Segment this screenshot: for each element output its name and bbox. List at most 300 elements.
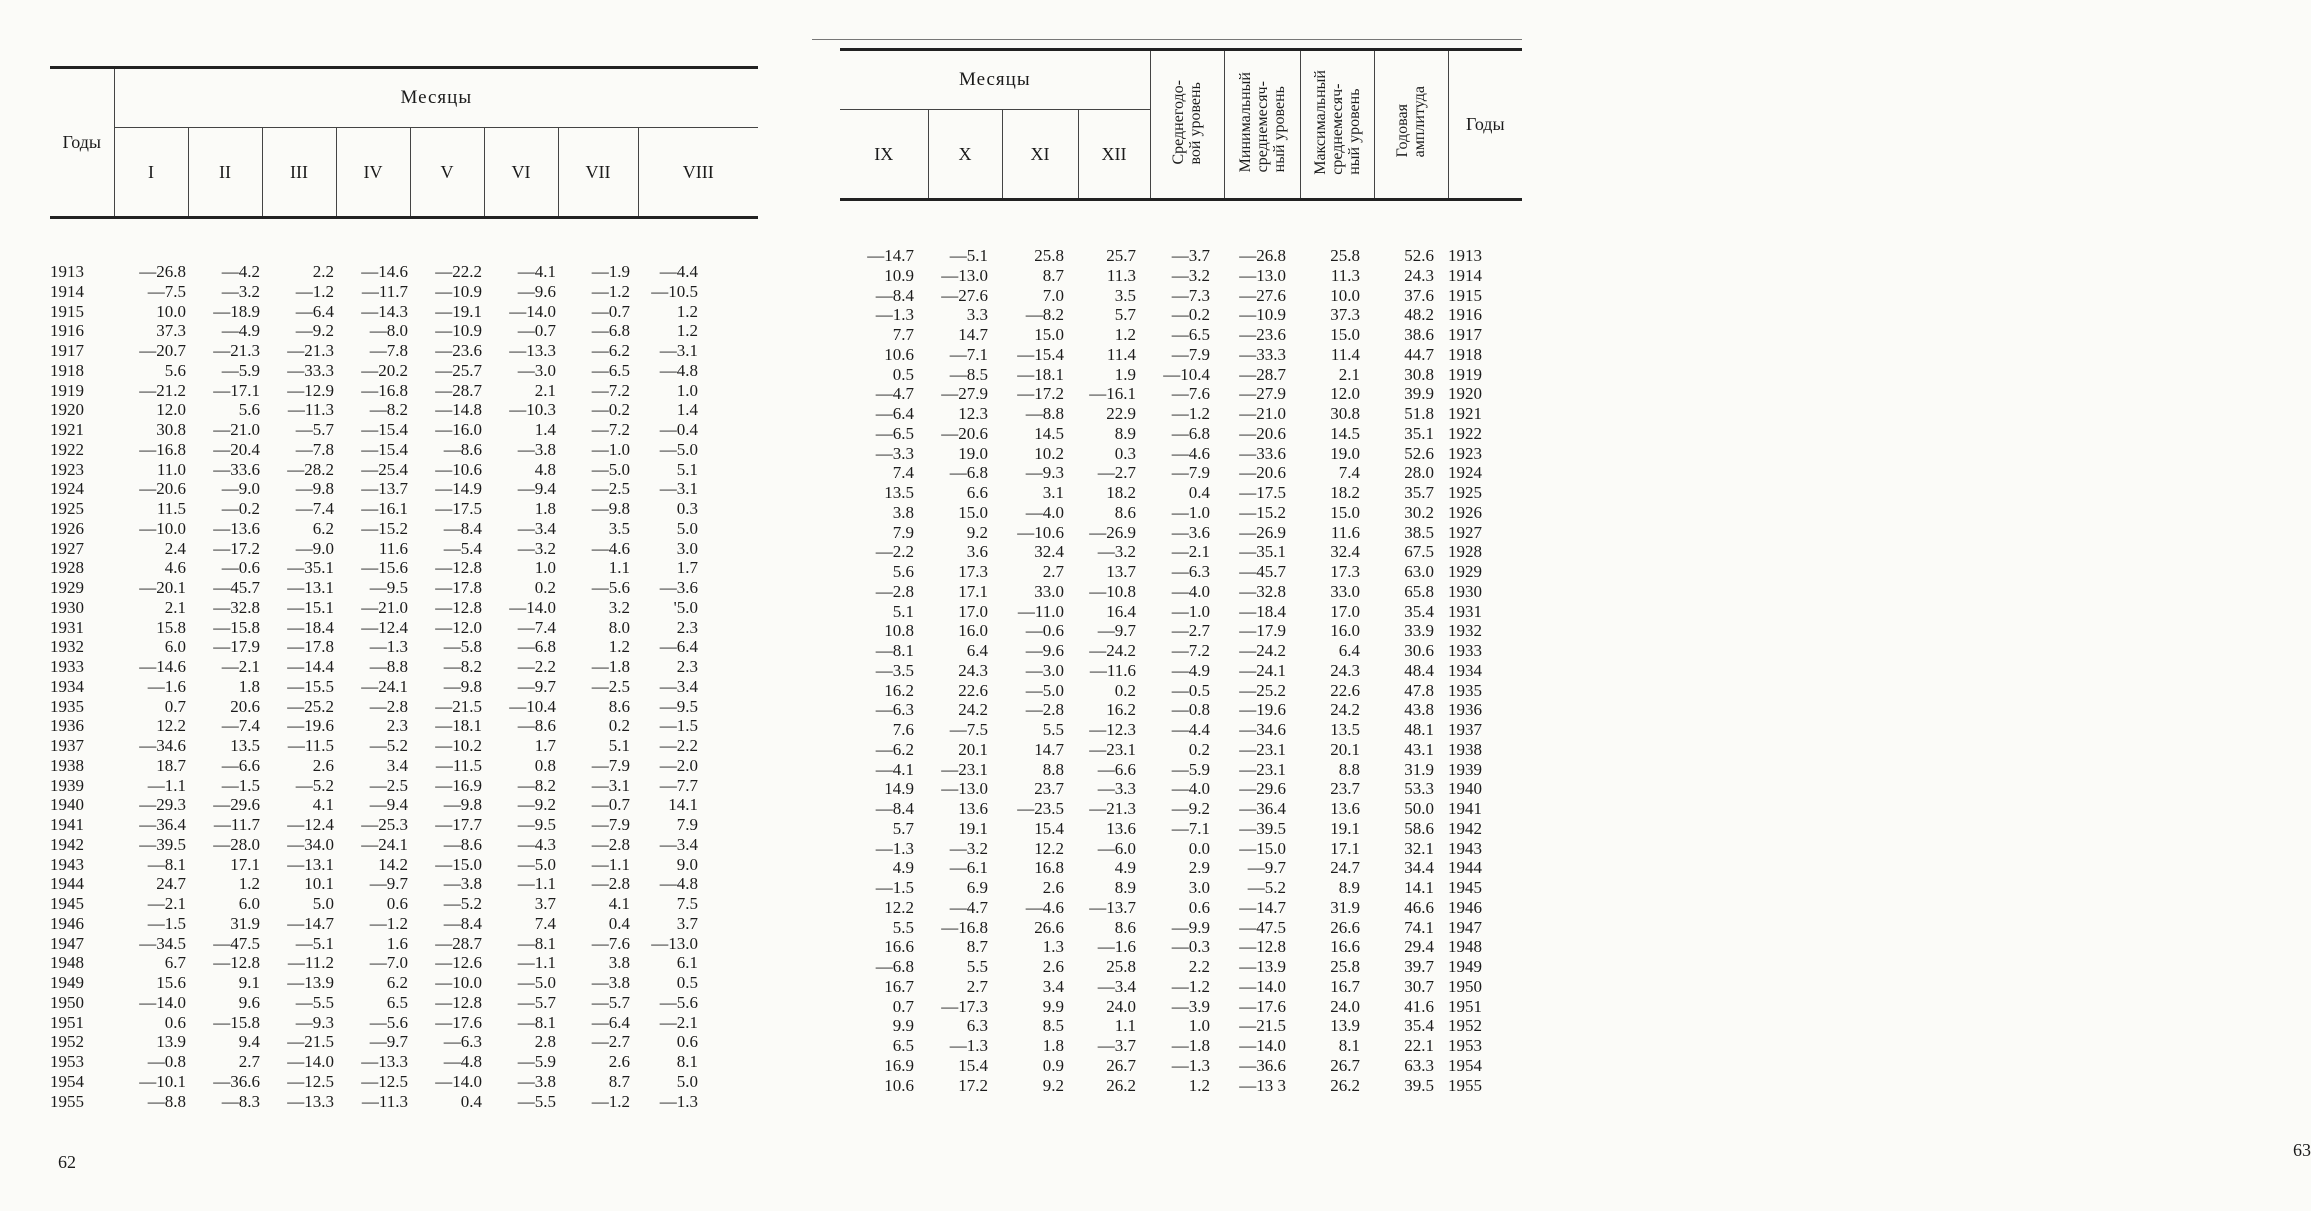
value-cell: —5.9 <box>221 360 260 380</box>
value-cell: —2.5 <box>591 479 630 499</box>
value-cell: —10.6 <box>435 459 482 479</box>
value-cell: —18.4 <box>1239 601 1286 621</box>
month-header-VI: VI <box>484 128 558 218</box>
table-row <box>840 740 1516 760</box>
value-cell: 13.5 <box>230 736 260 755</box>
value-cell: 1.9 <box>1114 364 1136 384</box>
value-cell: —9.8 <box>443 676 482 696</box>
value-cell: 10.0 <box>1330 285 1360 305</box>
value-cell: —7.5 <box>949 720 988 739</box>
value-cell: 9.6 <box>238 992 260 1012</box>
value-cell: —34.5 <box>139 933 186 953</box>
table-row <box>840 858 1516 878</box>
value-cell: —18.1 <box>435 716 482 736</box>
value-cell: —4.7 <box>949 897 988 917</box>
value-cell: 15.0 <box>1330 325 1360 344</box>
value-cell: 3.4 <box>386 755 408 775</box>
value-cell: 8.9 <box>1338 878 1360 897</box>
table-row <box>840 246 1516 266</box>
value-cell: 1.1 <box>608 558 630 578</box>
table-row <box>840 661 1516 681</box>
value-cell: 48.4 <box>1404 660 1434 680</box>
value-cell: —8.8 <box>147 1091 186 1111</box>
value-cell: —33.6 <box>1239 443 1286 463</box>
value-cell: 6.9 <box>966 878 988 897</box>
value-cell: 1.3 <box>1042 937 1064 957</box>
table-row <box>50 894 698 914</box>
value-cell: 67.5 <box>1404 542 1434 562</box>
value-cell: —25.7 <box>435 360 482 380</box>
amplitude-header: Годовая амплитуда <box>1374 50 1448 200</box>
value-cell: —11.3 <box>361 1091 408 1111</box>
value-cell: 16.0 <box>958 621 988 641</box>
value-cell: —33.6 <box>213 459 260 479</box>
value-cell: —9.3 <box>295 1012 334 1032</box>
value-cell: 1.2 <box>1114 325 1136 344</box>
year-cell: 1915 <box>50 301 84 321</box>
value-cell: —27.6 <box>1239 285 1286 305</box>
value-cell: 22.9 <box>1106 404 1136 423</box>
year-cell: 1930 <box>1448 581 1482 601</box>
value-cell: 5.5 <box>966 957 988 976</box>
value-cell: 14.1 <box>668 795 698 815</box>
value-cell: 58.6 <box>1404 818 1434 838</box>
year-cell: 1934 <box>50 676 84 696</box>
value-cell: —1.9 <box>591 262 630 281</box>
year-cell: 1940 <box>50 795 84 815</box>
value-cell: —19.1 <box>435 301 482 321</box>
value-cell: 14.5 <box>1034 423 1064 443</box>
value-cell: —1.5 <box>659 716 698 736</box>
table-row <box>50 321 698 341</box>
value-cell: —5.2 <box>443 894 482 913</box>
value-cell: 2.7 <box>966 976 988 996</box>
value-cell: 7.7 <box>892 325 914 344</box>
value-cell: —5.6 <box>659 992 698 1012</box>
year-cell: 1945 <box>50 894 84 913</box>
year-cell: 1926 <box>50 518 84 538</box>
value-cell: —3.7 <box>1171 246 1210 265</box>
value-cell: —14.4 <box>287 657 334 676</box>
value-cell: 10.8 <box>884 621 914 641</box>
value-cell: —4.4 <box>1171 720 1210 739</box>
value-cell: —6.5 <box>875 423 914 443</box>
value-cell: —21.5 <box>287 1032 334 1052</box>
month-header-VIII: VIII <box>638 128 758 218</box>
value-cell: —20.1 <box>139 578 186 597</box>
year-cell: 1935 <box>1448 680 1482 700</box>
value-cell: —9.7 <box>369 1032 408 1052</box>
value-cell: —2.7 <box>1097 463 1136 483</box>
value-cell: —10.5 <box>651 281 698 301</box>
value-cell: 4.9 <box>892 858 914 878</box>
value-cell: —7.8 <box>295 439 334 459</box>
year-cell: 1936 <box>1448 700 1482 720</box>
value-cell: 14.7 <box>958 325 988 344</box>
right-table-body <box>840 246 1516 1095</box>
value-cell: —2.7 <box>591 1032 630 1052</box>
year-cell: 1922 <box>1448 423 1482 443</box>
value-cell: —7.1 <box>949 344 988 364</box>
value-cell: —1.3 <box>659 1091 698 1111</box>
value-cell: —23.5 <box>1017 799 1064 818</box>
year-cell: 1943 <box>1448 838 1482 858</box>
value-cell: 31.9 <box>1404 759 1434 779</box>
value-cell: —5.1 <box>295 933 334 953</box>
table-row <box>840 1056 1516 1076</box>
value-cell: —12.0 <box>435 617 482 637</box>
value-cell: —10.0 <box>435 973 482 992</box>
table-row <box>50 835 698 855</box>
value-cell: 12.2 <box>156 716 186 736</box>
value-cell: —29.6 <box>213 795 260 815</box>
value-cell: —4.1 <box>875 759 914 779</box>
value-cell: —14.6 <box>361 262 408 281</box>
year-cell: 1954 <box>1448 1055 1482 1075</box>
value-cell: —21.3 <box>287 341 334 360</box>
month-header-III: III <box>262 128 336 218</box>
month-header-IX: IX <box>874 143 894 164</box>
value-cell: —14.8 <box>435 400 482 420</box>
value-cell: 18.2 <box>1106 483 1136 502</box>
value-cell: —3.8 <box>517 439 556 459</box>
value-cell: —14.7 <box>1239 897 1286 917</box>
value-cell: —20.6 <box>1239 423 1286 443</box>
table-row <box>50 302 698 322</box>
value-cell: —0.3 <box>1171 937 1210 957</box>
table-row <box>50 756 698 776</box>
value-cell: —9.3 <box>1025 463 1064 483</box>
value-cell: 5.6 <box>164 360 186 380</box>
value-cell: 5.7 <box>1114 305 1136 325</box>
value-cell: —3.5 <box>875 660 914 680</box>
value-cell: 20.6 <box>230 696 260 716</box>
value-cell: —9.8 <box>443 795 482 815</box>
value-cell: 15.4 <box>1034 818 1064 838</box>
year-cell: 1934 <box>1448 660 1482 680</box>
value-cell: —5.0 <box>517 973 556 992</box>
year-cell: 1949 <box>50 973 84 992</box>
table-row <box>50 400 698 420</box>
value-cell: 4.8 <box>534 459 556 479</box>
value-cell: —17.1 <box>213 380 260 400</box>
year-cell: 1938 <box>1448 739 1482 759</box>
value-cell: —20.6 <box>1239 463 1286 483</box>
mean-level-header: Среднегодо- вой уровень <box>1150 50 1224 200</box>
value-cell: 11.0 <box>156 459 186 479</box>
value-cell: 8.5 <box>1042 1016 1064 1036</box>
value-cell: 1.4 <box>534 420 556 439</box>
value-cell: —12.9 <box>287 380 334 400</box>
year-cell: 1925 <box>50 499 84 518</box>
value-cell: 7.9 <box>676 815 698 834</box>
value-cell: —1.2 <box>591 281 630 301</box>
value-cell: —6.8 <box>1171 423 1210 443</box>
value-cell: —29.3 <box>139 795 186 815</box>
value-cell: 7.4 <box>892 463 914 483</box>
year-cell: 1918 <box>1448 344 1482 364</box>
value-cell: 3.7 <box>676 913 698 933</box>
value-cell: 0.6 <box>164 1012 186 1032</box>
value-cell: 8.0 <box>608 617 630 637</box>
value-cell: —12.6 <box>435 953 482 973</box>
value-cell: 32.1 <box>1404 838 1434 858</box>
year-cell: 1953 <box>1448 1036 1482 1055</box>
value-cell: 65.8 <box>1404 581 1434 601</box>
value-cell: 22.6 <box>958 680 988 700</box>
value-cell: —36.6 <box>213 1071 260 1091</box>
value-cell: 1.2 <box>608 637 630 657</box>
value-cell: —20.6 <box>139 479 186 499</box>
value-cell: 5.5 <box>892 917 914 937</box>
value-cell: 30.7 <box>1404 976 1434 996</box>
value-cell: 39.9 <box>1404 384 1434 404</box>
value-cell: 22.1 <box>1404 1036 1434 1055</box>
value-cell: 20.1 <box>1330 739 1360 759</box>
value-cell: —1.3 <box>949 1036 988 1055</box>
value-cell: —2.8 <box>875 581 914 601</box>
table-row <box>840 779 1516 799</box>
value-cell: —13.3 <box>509 341 556 360</box>
value-cell: 22.6 <box>1330 680 1360 700</box>
value-cell: —3.4 <box>659 676 698 696</box>
value-cell: —14.7 <box>867 246 914 265</box>
value-cell: 5.1 <box>892 601 914 621</box>
year-cell: 1944 <box>1448 858 1482 878</box>
value-cell: —13.7 <box>1089 897 1136 917</box>
value-cell: 7.0 <box>1042 285 1064 305</box>
year-cell: 1919 <box>50 380 84 400</box>
year-cell: 1954 <box>50 1071 84 1091</box>
value-cell: 26.7 <box>1106 1055 1136 1075</box>
value-cell: 1.7 <box>676 558 698 578</box>
value-cell: —8.0 <box>369 321 408 341</box>
value-cell: 53.3 <box>1404 779 1434 799</box>
value-cell: —7.4 <box>517 617 556 637</box>
value-cell: 2.7 <box>1042 562 1064 581</box>
table-row <box>50 341 698 361</box>
year-cell: 1952 <box>50 1032 84 1052</box>
year-cell: 1915 <box>1448 285 1482 305</box>
table-row <box>840 503 1516 523</box>
table-row <box>840 937 1516 957</box>
year-cell: 1930 <box>50 597 84 617</box>
value-cell: —17.5 <box>1239 483 1286 502</box>
year-cell: 1932 <box>50 637 84 657</box>
value-cell: 0.6 <box>1188 897 1210 917</box>
value-cell: 6.6 <box>966 483 988 502</box>
page-number-left: 62 <box>58 1152 76 1172</box>
value-cell: —4.1 <box>517 262 556 281</box>
value-cell: —9.6 <box>517 281 556 301</box>
value-cell: —18.4 <box>287 617 334 637</box>
value-cell: —29.6 <box>1239 779 1286 799</box>
value-cell: —33.3 <box>1239 344 1286 364</box>
value-cell: —1.5 <box>875 878 914 897</box>
value-cell: 3.0 <box>1188 878 1210 897</box>
value-cell: —9.5 <box>659 696 698 716</box>
value-cell: —45.7 <box>1239 562 1286 581</box>
value-cell: 17.3 <box>1330 562 1360 581</box>
table-row <box>840 760 1516 780</box>
value-cell: —5.7 <box>517 992 556 1012</box>
value-cell: 4.1 <box>608 894 630 913</box>
year-cell: 1926 <box>1448 502 1482 522</box>
value-cell: 14.9 <box>884 779 914 799</box>
value-cell: —2.2 <box>659 736 698 755</box>
value-cell: 0.4 <box>1188 483 1210 502</box>
value-cell: 3.8 <box>892 502 914 522</box>
value-cell: —16.1 <box>361 499 408 518</box>
value-cell: —28.2 <box>287 459 334 479</box>
value-cell: —14.9 <box>435 479 482 499</box>
value-cell: 46.6 <box>1404 897 1434 917</box>
value-cell: 51.8 <box>1404 404 1434 423</box>
value-cell: 16.2 <box>1106 700 1136 720</box>
value-cell: —7.2 <box>591 420 630 439</box>
value-cell: —4.7 <box>875 384 914 404</box>
value-cell: 4.1 <box>312 795 334 815</box>
value-cell: 8.1 <box>676 1052 698 1071</box>
value-cell: —3.4 <box>1097 976 1136 996</box>
value-cell: —4.2 <box>221 262 260 281</box>
value-cell: 16.8 <box>1034 858 1064 878</box>
value-cell: —13.0 <box>651 933 698 953</box>
year-cell: 1929 <box>1448 562 1482 581</box>
year-cell: 1948 <box>1448 937 1482 957</box>
value-cell: —4.0 <box>1171 779 1210 799</box>
min-level-header: Минимальный среднемесяч- ный уровень <box>1224 50 1300 200</box>
value-cell: —10.4 <box>1163 364 1210 384</box>
table-row <box>50 934 698 954</box>
value-cell: —1.3 <box>369 637 408 657</box>
value-cell: 24.2 <box>1330 700 1360 720</box>
value-cell: —7.6 <box>591 933 630 953</box>
value-cell: —3.2 <box>221 281 260 301</box>
value-cell: —35.1 <box>1239 542 1286 562</box>
value-cell: —26.9 <box>1239 522 1286 542</box>
value-cell: —0.2 <box>221 499 260 518</box>
value-cell: 9.0 <box>676 854 698 874</box>
value-cell: —7.8 <box>369 341 408 360</box>
value-cell: —17.6 <box>1239 996 1286 1016</box>
value-cell: —9.7 <box>517 676 556 696</box>
year-cell: 1955 <box>50 1091 84 1111</box>
value-cell: 14.7 <box>1034 739 1064 759</box>
year-cell: 1951 <box>50 1012 84 1032</box>
value-cell: —15.0 <box>1239 838 1286 858</box>
year-cell: 1948 <box>50 953 84 973</box>
table-row <box>840 266 1516 286</box>
value-cell: 1.2 <box>1188 1075 1210 1095</box>
value-cell: —28.0 <box>213 834 260 854</box>
value-cell: —9.7 <box>1097 621 1136 641</box>
table-row <box>840 305 1516 325</box>
value-cell: —11.7 <box>213 815 260 834</box>
value-cell: —2.8 <box>591 834 630 854</box>
value-cell: —7.2 <box>1171 641 1210 660</box>
year-cell: 1932 <box>1448 621 1482 641</box>
value-cell: —14.6 <box>139 657 186 676</box>
value-cell: —14.0 <box>509 301 556 321</box>
value-cell: —2.8 <box>369 696 408 716</box>
value-cell: 17.1 <box>1330 838 1360 858</box>
value-cell: 11.5 <box>156 499 186 518</box>
value-cell: 2.3 <box>676 617 698 637</box>
value-cell: 0.6 <box>386 894 408 913</box>
value-cell: —13.3 <box>287 1091 334 1111</box>
value-cell: —0.8 <box>147 1052 186 1071</box>
value-cell: —12.8 <box>435 597 482 617</box>
value-cell: —24.1 <box>361 676 408 696</box>
value-cell: 24.7 <box>1330 858 1360 878</box>
value-cell: 30.8 <box>1404 364 1434 384</box>
value-cell: —24.2 <box>1089 641 1136 660</box>
value-cell: 28.0 <box>1404 463 1434 483</box>
value-cell: —5.4 <box>443 538 482 558</box>
value-cell: 31.9 <box>1330 897 1360 917</box>
value-cell: —1.2 <box>591 1091 630 1111</box>
value-cell: 29.4 <box>1404 937 1434 957</box>
value-cell: —5.0 <box>591 459 630 479</box>
value-cell: —2.8 <box>591 874 630 894</box>
table-row <box>840 878 1516 898</box>
value-cell: —23.1 <box>1239 759 1286 779</box>
years-header: Годы <box>62 132 102 152</box>
value-cell: —5.6 <box>591 578 630 597</box>
value-cell: 37.3 <box>1330 305 1360 325</box>
value-cell: 6.1 <box>676 953 698 973</box>
table-row <box>840 286 1516 306</box>
year-cell: 1939 <box>50 775 84 795</box>
value-cell: 0.2 <box>608 716 630 736</box>
value-cell: 13.6 <box>1330 799 1360 818</box>
year-cell: 1914 <box>50 281 84 301</box>
year-cell: 1918 <box>50 360 84 380</box>
value-cell: 15.4 <box>958 1055 988 1075</box>
value-cell: —14.3 <box>361 301 408 321</box>
year-cell: 1944 <box>50 874 84 894</box>
max-level-header: Максимальный среднемесяч- ный уровень <box>1300 50 1374 200</box>
value-cell: —3.1 <box>659 341 698 360</box>
table-row <box>50 381 698 401</box>
value-cell: —3.8 <box>591 973 630 992</box>
value-cell: —25.2 <box>287 696 334 716</box>
table-row <box>50 460 698 480</box>
value-cell: —4.6 <box>591 538 630 558</box>
value-cell: —20.7 <box>139 341 186 360</box>
value-cell: —13.1 <box>287 854 334 874</box>
left-page <box>0 0 800 1211</box>
value-cell: 6.3 <box>966 1016 988 1036</box>
value-cell: —10.9 <box>435 281 482 301</box>
value-cell: 11.3 <box>1106 265 1136 285</box>
value-cell: 26.6 <box>1034 917 1064 937</box>
value-cell: —6.8 <box>875 957 914 976</box>
table-row <box>840 681 1516 701</box>
value-cell: 1.2 <box>238 874 260 894</box>
value-cell: —1.3 <box>1171 1055 1210 1075</box>
year-cell: 1935 <box>50 696 84 716</box>
value-cell: —19.6 <box>287 716 334 736</box>
value-cell: 15.0 <box>1034 325 1064 344</box>
value-cell: —1.6 <box>147 676 186 696</box>
value-cell: —9.7 <box>369 874 408 894</box>
value-cell: 8.9 <box>1114 878 1136 897</box>
value-cell: —9.2 <box>1171 799 1210 818</box>
value-cell: —13.7 <box>361 479 408 499</box>
year-cell: 1938 <box>50 755 84 775</box>
